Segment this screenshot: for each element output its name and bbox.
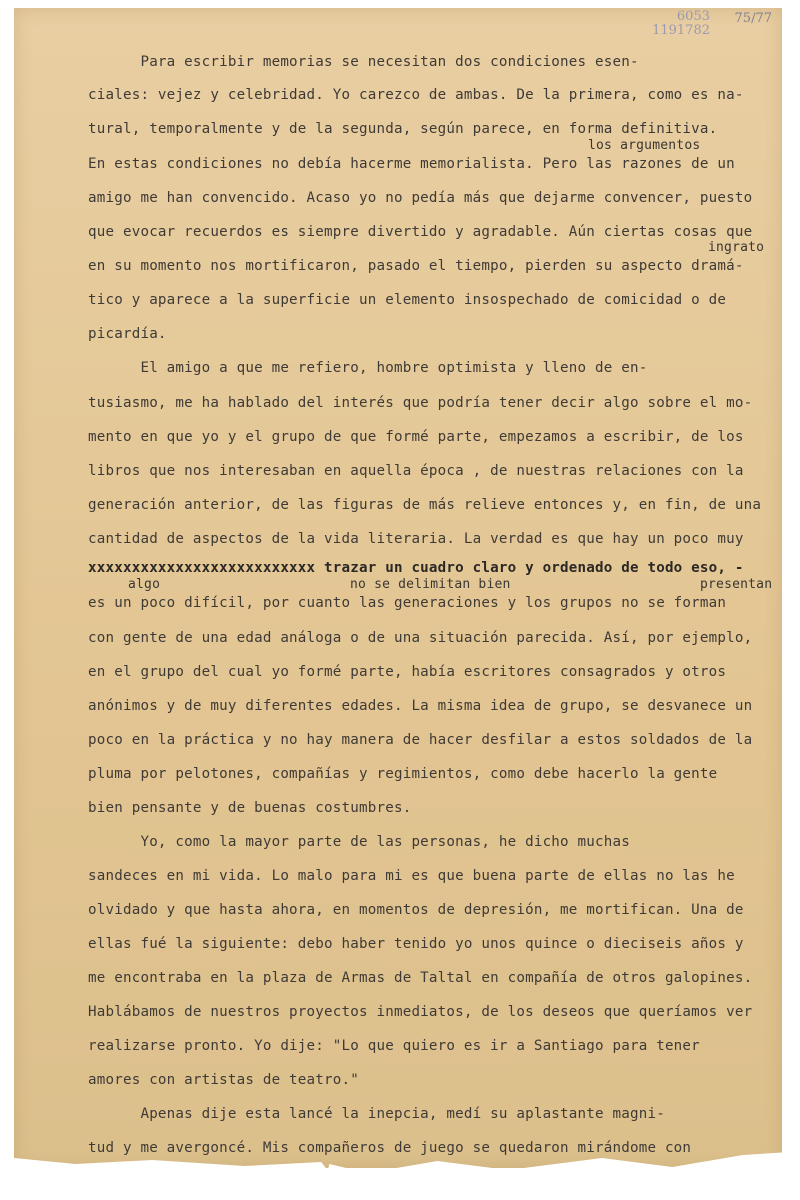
text-line: El amigo a que me refiero, hombre optimista y lleno de en- (88, 360, 648, 376)
text-line: mento en que yo y el grupo de que formé parte, empezamos a escribir, de los (88, 429, 744, 445)
text-line: tusiasmo, me ha hablado del interés que podría tener decir algo sobre el mo- (88, 395, 753, 411)
struck-line: xxxxxxxxxxxxxxxxxxxxxxxxxx trazar un cuadro claro y ordenado de todo eso, - (88, 560, 744, 576)
text-line: tud y me avergoncé. Mis compañeros de juego se quedaron mirándome con (88, 1140, 692, 1156)
text-line: me encontraba en la plaza de Armas de Taltal en compañía de otros galopines. (88, 970, 753, 986)
text-line: amores con artistas de teatro." (88, 1072, 359, 1088)
text-line: en el grupo del cual yo formé parte, había escritores consagrados y otros (88, 664, 727, 680)
archive-numbers: 6053 1191782 (652, 9, 710, 38)
text-line: Para escribir memorias se necesitan dos condiciones esen- (88, 54, 639, 70)
handwritten-insertion: presentan (700, 577, 773, 592)
text-line: generación anterior, de las figuras de más relieve entonces y, en fin, de una (88, 497, 762, 513)
text-line: ciales: vejez y celebridad. Yo carezco de ambas. De la primera, como es na- (88, 87, 744, 103)
text-line: cantidad de aspectos de la vida literaria. La verdad es que hay un poco muy (88, 531, 744, 547)
text-line: en su momento nos mortificaron, pasado el tiempo, pierden su aspecto dramá- (88, 258, 744, 274)
handwritten-insertion: no se delimitan bien (350, 577, 511, 592)
text-line: libros que nos interesaban en aquella época , de nuestras relaciones con la (88, 463, 744, 479)
text-line: realizarse pronto. Yo dije: "Lo que quiero es ir a Santiago para tener (88, 1038, 700, 1054)
handwritten-insertion: los argumentos (588, 138, 701, 153)
handwritten-insertion: ingrato (708, 240, 765, 255)
handwritten-insertion: algo (128, 577, 161, 592)
text-line: Apenas dije esta lancé la inepcia, medí su aplastante magni- (88, 1106, 665, 1122)
text-line: tural, temporalmente y de la segunda, según parece, en forma definitiva. (88, 121, 718, 137)
text-line: En estas condiciones no debía hacerme memorialista. Pero las razones de un (88, 156, 735, 172)
text-line: olvidado y que hasta ahora, en momentos de depresión, me mortifican. Una de (88, 902, 744, 918)
text-line: pluma por pelotones, compañías y regimientos, como debe hacerlo la gente (88, 766, 718, 782)
text-line: anónimos y de muy diferentes edades. La misma idea de grupo, se desvanece un (88, 698, 753, 714)
text-line: Hablábamos de nuestros proyectos inmediatos, de los deseos que queríamos ver (88, 1004, 753, 1020)
text-line: bien pensante y de buenas costumbres. (88, 800, 412, 816)
text-line: picardía. (88, 326, 167, 342)
text-line: tico y aparece a la superficie un elemento insospechado de comicidad o de (88, 292, 727, 308)
text-line: poco en la práctica y no hay manera de hacer desfilar a estos soldados de la (88, 732, 753, 748)
text-line: es un poco difícil, por cuanto las generaciones y los grupos no se forman (88, 595, 727, 611)
folio-number: 75/77 (734, 11, 772, 26)
text-line: ellas fué la siguiente: debo haber tenido yo unos quince o dieciseis años y (88, 936, 744, 952)
text-line: sandeces en mi vida. Lo malo para mi es que buena parte de ellas no las he (88, 868, 735, 884)
text-line: que evocar recuerdos es siempre divertido y agradable. Aún ciertas cosas que (88, 224, 753, 240)
text-line: amigo me han convencido. Acaso yo no pedía más que dejarme convencer, puesto (88, 190, 753, 206)
text-line: Yo, como la mayor parte de las personas, he dicho muchas (88, 834, 630, 850)
text-line: con gente de una edad análoga o de una situación parecida. Así, por ejemplo, (88, 630, 753, 646)
